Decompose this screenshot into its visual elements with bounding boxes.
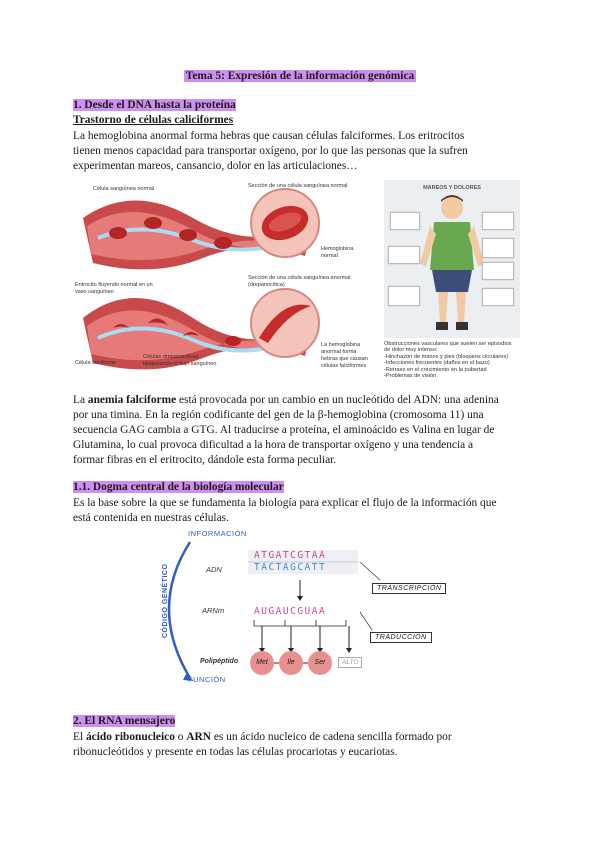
section-1-heading-text: 1. Desde el DNA hasta la proteína: [73, 99, 236, 111]
label-traduccion: TRADUCCIÓN: [370, 632, 432, 643]
text-run: o: [174, 731, 187, 743]
section-1-1-paragraph: [73, 496, 533, 526]
text-line: tienen menos capacidad para transportar oxígeno, por lo que las personas que la sufren: [73, 145, 468, 157]
stop-codon: ALTO: [338, 657, 362, 668]
text-line: secuencia GAG cambia a GTG. Al traducirse a proteína, el aminoácido es Valina en lugar de: [73, 424, 495, 436]
text-line: [73, 730, 533, 745]
label-funcion: FUNCIÓN: [188, 675, 226, 684]
person-drawing: [414, 192, 490, 338]
label-flow-normal: Eritrocito fluyendo normal en un vaso sanguíneo: [75, 282, 153, 295]
sickle-cell-illustration: [73, 178, 376, 378]
symptom-box: [482, 212, 514, 230]
section-1-paragraph-2: [73, 393, 533, 468]
text-line: por una timina. En la región codificante del gen de la β-hemoglobina (cromosoma 11) una: [73, 409, 484, 421]
page-title-text: Tema 5: Expresión de la información genómica: [185, 70, 415, 82]
symptoms-title: MAREOS Y DOLORES: [423, 185, 481, 191]
label-informacion: INFORMACIÓN: [188, 529, 247, 538]
text-line: formar fibras en el eritrocito, dándole esta forma peculiar.: [73, 454, 337, 466]
caption-line: -Retraso en el crecimiento en la pubertad: [384, 366, 487, 373]
rna-strand: AUGAUCGUAA: [254, 606, 327, 617]
symptom-box: [388, 286, 420, 306]
text-line: [73, 393, 533, 408]
symptom-box: [482, 262, 514, 280]
amino-acid-ile: Ile: [287, 659, 295, 666]
amino-acid-met: Met: [256, 659, 268, 666]
symptom-box: [482, 288, 514, 306]
label-sickle-cells: Células drepanocíticas bloqueando el flujo sanguíneo: [143, 354, 217, 367]
symptoms-caption: [384, 341, 520, 379]
section-1-subheading: Trastorno de células caliciformes: [73, 114, 234, 126]
label-sickle-cell: Célula falciforme: [75, 360, 116, 366]
text-run: es un ácido nucleico de cadena sencilla formado por: [210, 731, 452, 743]
label-codigo-genetico: CÓDIGO GENÉTICO: [162, 563, 169, 638]
dna-top-strand: ATGATCGTAA: [254, 550, 327, 561]
caption-line: -Hinchazón de manos y pies (bloqueos circulares): [384, 353, 509, 360]
section-1-1-heading-text: 1.1. Dogma central de la biología molecular: [73, 481, 284, 493]
section-1-paragraph-1: [73, 129, 533, 174]
symptoms-illustration: [384, 178, 520, 380]
text-bold-run: ARN: [186, 731, 211, 743]
label-arn: ARNm: [202, 606, 225, 615]
section-1-heading: [73, 99, 236, 111]
text-line: experimentan mareos, cansancio, dolor en las articulaciones…: [73, 160, 358, 172]
label-polipeptido: Polipéptido: [200, 658, 239, 665]
symptom-box: [390, 212, 420, 230]
caption-line: de dolor muy intenso:: [384, 347, 438, 354]
label-section-sickle: Sección de una célula sanguínea anormal (drepanocítica): [248, 275, 351, 288]
amino-acid-ser: Ser: [314, 659, 326, 666]
text-line: Glutamina, lo cual provoca dificultad a la hora de transportar oxígeno y una tendencia a: [73, 439, 474, 451]
label-adn: ADN: [206, 565, 222, 574]
page-title: [0, 70, 600, 82]
label-section-normal: Sección de una célula sanguínea normal: [248, 183, 348, 189]
section-1-1-heading: [73, 481, 284, 493]
text-run: La: [73, 394, 88, 406]
label-normal-cell: Célula sanguínea normal: [93, 186, 155, 192]
text-bold-run: ácido ribonucleico: [85, 731, 175, 743]
symptom-box: [388, 246, 420, 264]
text-line: está contenida en nuestras células.: [73, 512, 229, 524]
text-line: Es la base sobre la que se fundamenta la biología para explicar el flujo de la información que: [73, 497, 497, 509]
caption-line: Obstrucciones vasculares que suelen ser episodios: [384, 341, 512, 347]
label-hemoglobin-normal: Hemoglobina normal: [321, 246, 354, 259]
text-run: está provocada por un cambio en un nucleótido del ADN: una adenina: [176, 394, 499, 406]
symptom-box: [482, 238, 514, 258]
label-hemoglobin-abnormal: La hemoglobina anormal forma hebras que causan células falciformes: [321, 342, 368, 369]
text-line: La hemoglobina anormal forma hebras que causan células falciformes. Los eritrocitos: [73, 130, 465, 142]
section-2-heading: [73, 715, 175, 727]
text-run: El: [73, 731, 86, 743]
caption-line: -Problemas de visión.: [384, 373, 438, 380]
central-dogma-diagram: [150, 528, 450, 688]
section-2-heading-text: 2. El RNA mensajero: [73, 715, 176, 727]
text-line: ribonucleótidos y presente en todas las células procariotas y eucariotas.: [73, 746, 398, 758]
caption-line: -Infecciones frecuentes (daños en el bazo): [384, 360, 490, 367]
dna-bottom-strand: TACTAGCATT: [254, 562, 327, 573]
text-bold-run: anemia falciforme: [87, 394, 177, 406]
section-2-paragraph: [73, 730, 533, 760]
label-transcripcion: TRANSCRIPCIÓN: [372, 583, 446, 594]
